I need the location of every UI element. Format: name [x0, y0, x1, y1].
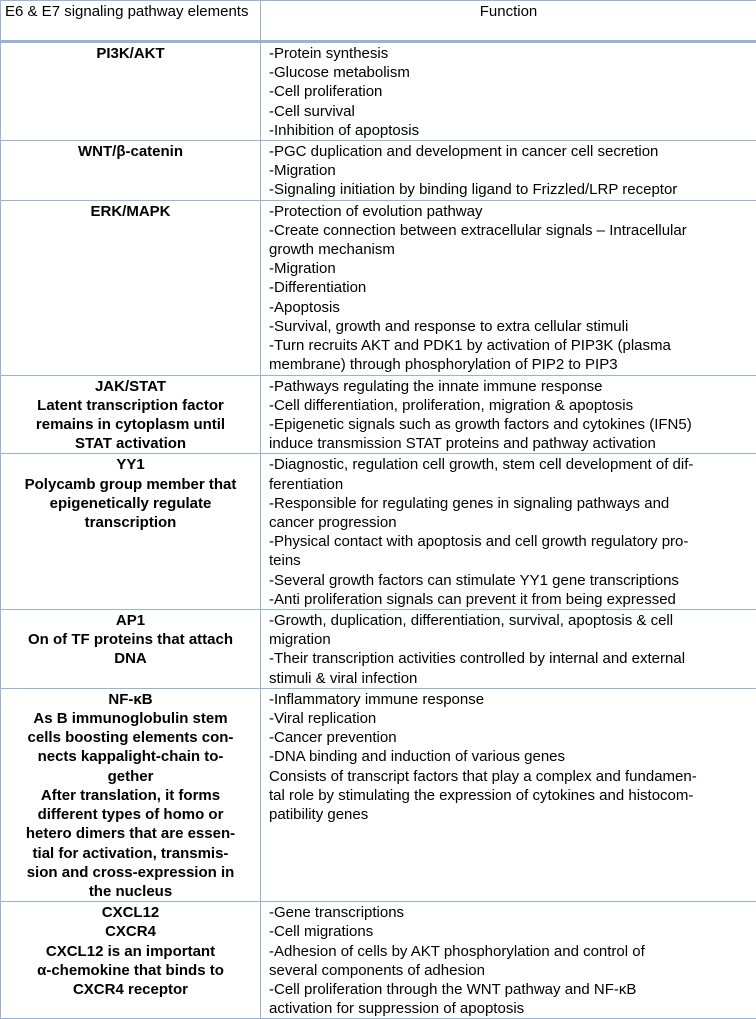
- function-line: -Cell proliferation: [269, 82, 752, 101]
- pathway-element-cell: [1, 375, 261, 454]
- pathway-element-line: On of TF proteins that attach: [5, 630, 256, 649]
- table-row: [1, 200, 756, 375]
- function-line: -Protection of evolution pathway: [269, 202, 752, 221]
- pathway-element-line: YY1: [5, 455, 256, 474]
- pathway-element-cell: [1, 610, 261, 689]
- function-line: -Migration: [269, 259, 752, 278]
- function-line: -Anti proliferation signals can prevent it from being expressed: [269, 590, 752, 609]
- pathway-element-line: sion and cross-expression in: [5, 863, 256, 882]
- function-line: growth mechanism: [269, 240, 752, 259]
- function-line: cancer progression: [269, 513, 752, 532]
- pathway-element-line: nects kappalight-chain to-: [5, 747, 256, 766]
- table-body: [1, 42, 756, 1019]
- table-row: [1, 902, 756, 1019]
- function-cell: [261, 454, 756, 610]
- pathway-element-line: gether: [5, 767, 256, 786]
- pathway-element-cell: [1, 902, 261, 1019]
- pathway-element-line: CXCR4: [5, 922, 256, 941]
- function-line: -Differentiation: [269, 278, 752, 297]
- function-cell: [261, 141, 756, 201]
- function-line: -Cell migrations: [269, 922, 752, 941]
- function-line: -Several growth factors can stimulate YY1 gene transcriptions: [269, 571, 752, 590]
- pathway-element-line: STAT activation: [5, 434, 256, 453]
- function-line: tal role by stimulating the expression of cytokines and histocom-: [269, 786, 752, 805]
- pathway-element-line: As B immunoglobulin stem: [5, 709, 256, 728]
- function-cell: [261, 200, 756, 375]
- pathway-element-line: ERK/MAPK: [5, 202, 256, 221]
- function-line: -Epigenetic signals such as growth factors and cytokines (IFN5): [269, 415, 752, 434]
- pathway-element-line: hetero dimers that are essen-: [5, 824, 256, 843]
- function-line: -Apoptosis: [269, 298, 752, 317]
- function-line: -Viral replication: [269, 709, 752, 728]
- pathway-element-line: DNA: [5, 649, 256, 668]
- function-line: patibility genes: [269, 805, 752, 824]
- function-line: -Inhibition of apoptosis: [269, 121, 752, 140]
- function-line: -Turn recruits AKT and PDK1 by activation of PIP3K (plasma: [269, 336, 752, 355]
- function-line: -Signaling initiation by binding ligand to Frizzled/LRP receptor: [269, 180, 752, 199]
- pathway-element-line: tial for activation, transmis-: [5, 844, 256, 863]
- pathway-element-line: remains in cytoplasm until: [5, 415, 256, 434]
- pathway-element-cell: [1, 454, 261, 610]
- pathway-element-cell: [1, 688, 261, 901]
- function-line: activation for suppression of apoptosis: [269, 999, 752, 1018]
- function-line: -Migration: [269, 161, 752, 180]
- function-cell: [261, 610, 756, 689]
- function-line: -Growth, duplication, differentiation, survival, apoptosis & cell: [269, 611, 752, 630]
- pathway-element-line: α-chemokine that binds to: [5, 961, 256, 980]
- pathway-element-line: the nucleus: [5, 882, 256, 901]
- function-line: several components of adhesion: [269, 961, 752, 980]
- function-line: -Diagnostic, regulation cell growth, stem cell development of dif-: [269, 455, 752, 474]
- pathway-element-line: cells boosting elements con-: [5, 728, 256, 747]
- function-line: -Cell differentiation, proliferation, migration & apoptosis: [269, 396, 752, 415]
- pathway-element-line: transcription: [5, 513, 256, 532]
- pathway-element-line: CXCL12 is an important: [5, 942, 256, 961]
- function-line: -Cell survival: [269, 102, 752, 121]
- function-line: -Responsible for regulating genes in signaling pathways and: [269, 494, 752, 513]
- function-line: induce transmission STAT proteins and pathway activation: [269, 434, 752, 453]
- function-line: -Glucose metabolism: [269, 63, 752, 82]
- pathway-element-cell: [1, 200, 261, 375]
- function-line: -Gene transcriptions: [269, 903, 752, 922]
- pathway-element-line: NF-κB: [5, 690, 256, 709]
- function-line: -Their transcription activities controlled by internal and external: [269, 649, 752, 668]
- table-header-row: [1, 1, 756, 42]
- function-line: teins: [269, 551, 752, 570]
- function-line: -PGC duplication and development in cancer cell secretion: [269, 142, 752, 161]
- function-line: -Cell proliferation through the WNT pathway and NF-κB: [269, 980, 752, 999]
- function-line: migration: [269, 630, 752, 649]
- function-line: -Adhesion of cells by AKT phosphorylation and control of: [269, 942, 752, 961]
- pathway-element-line: Latent transcription factor: [5, 396, 256, 415]
- pathway-element-line: CXCL12: [5, 903, 256, 922]
- pathway-element-line: PI3K/AKT: [5, 44, 256, 63]
- function-line: -Pathways regulating the innate immune response: [269, 377, 752, 396]
- function-line: ferentiation: [269, 475, 752, 494]
- pathway-element-line: After translation, it forms: [5, 786, 256, 805]
- function-line: -Cancer prevention: [269, 728, 752, 747]
- table-row: [1, 42, 756, 141]
- pathway-element-line: AP1: [5, 611, 256, 630]
- pathway-element-line: different types of homo or: [5, 805, 256, 824]
- column-header-elements: E6 & E7 signaling pathway elements: [1, 1, 261, 42]
- function-line: Consists of transcript factors that play a complex and fundamen-: [269, 767, 752, 786]
- table-row: [1, 610, 756, 689]
- pathway-element-line: WNT/β-catenin: [5, 142, 256, 161]
- function-line: membrane) through phosphorylation of PIP2 to PIP3: [269, 355, 752, 374]
- table-row: [1, 375, 756, 454]
- pathway-element-cell: [1, 141, 261, 201]
- function-cell: [261, 688, 756, 901]
- function-line: -DNA binding and induction of various genes: [269, 747, 752, 766]
- column-header-function: Function: [261, 1, 756, 42]
- function-line: -Create connection between extracellular signals – Intracellular: [269, 221, 752, 240]
- pathway-element-line: epigenetically regulate: [5, 494, 256, 513]
- table-row: [1, 141, 756, 201]
- function-line: -Inflammatory immune response: [269, 690, 752, 709]
- table-row: [1, 454, 756, 610]
- function-line: -Protein synthesis: [269, 44, 752, 63]
- function-cell: [261, 375, 756, 454]
- function-line: -Survival, growth and response to extra cellular stimuli: [269, 317, 752, 336]
- function-cell: [261, 42, 756, 141]
- table-row: [1, 688, 756, 901]
- function-line: -Physical contact with apoptosis and cell growth regulatory pro-: [269, 532, 752, 551]
- pathway-element-line: JAK/STAT: [5, 377, 256, 396]
- function-cell: [261, 902, 756, 1019]
- pathway-element-cell: [1, 42, 261, 141]
- pathway-element-line: Polycamb group member that: [5, 475, 256, 494]
- pathway-element-line: CXCR4 receptor: [5, 980, 256, 999]
- function-line: stimuli & viral infection: [269, 669, 752, 688]
